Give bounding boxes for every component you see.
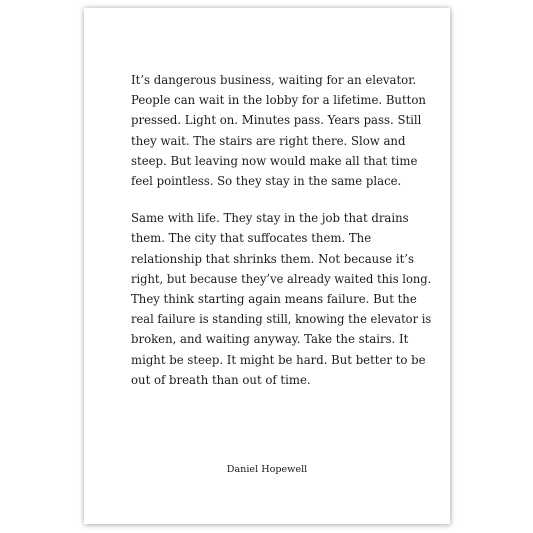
text-line: broken, and waiting anyway. Take the stairs. It <box>131 332 409 347</box>
text-line: relationship that shrinks them. Not because it’s <box>131 251 414 266</box>
author-name: Daniel Hopewell <box>226 464 308 475</box>
text-line: They think starting again means failure. But the <box>131 292 417 307</box>
text-line: real failure is standing still, knowing the elevator is <box>131 312 432 327</box>
text-line: right, but because they’ve already waited this long. <box>131 271 432 286</box>
text-line: It’s dangerous business, waiting for an elevator. <box>131 73 417 87</box>
text-line: People can wait in the lobby for a lifetime. Button <box>131 93 426 108</box>
poster-sheet <box>84 8 450 524</box>
quote-text <box>131 70 431 390</box>
text-line: pressed. Light on. Minutes pass. Years pass. Still <box>131 113 422 128</box>
text-line: they wait. The stairs are right there. Slow and <box>131 133 406 148</box>
paragraph-gap <box>131 191 431 208</box>
text-line: steep. But leaving now would make all that time <box>131 153 418 168</box>
text-line: feel pointless. So they stay in the same place. <box>131 174 402 189</box>
text-line: might be steep. It might be hard. But better to be <box>131 352 426 367</box>
text-line: them. The city that suffocates them. The <box>131 231 372 246</box>
text-line: out of breath than out of time. <box>131 372 311 387</box>
text-line: Same with life. They stay in the job that drains <box>131 211 409 226</box>
